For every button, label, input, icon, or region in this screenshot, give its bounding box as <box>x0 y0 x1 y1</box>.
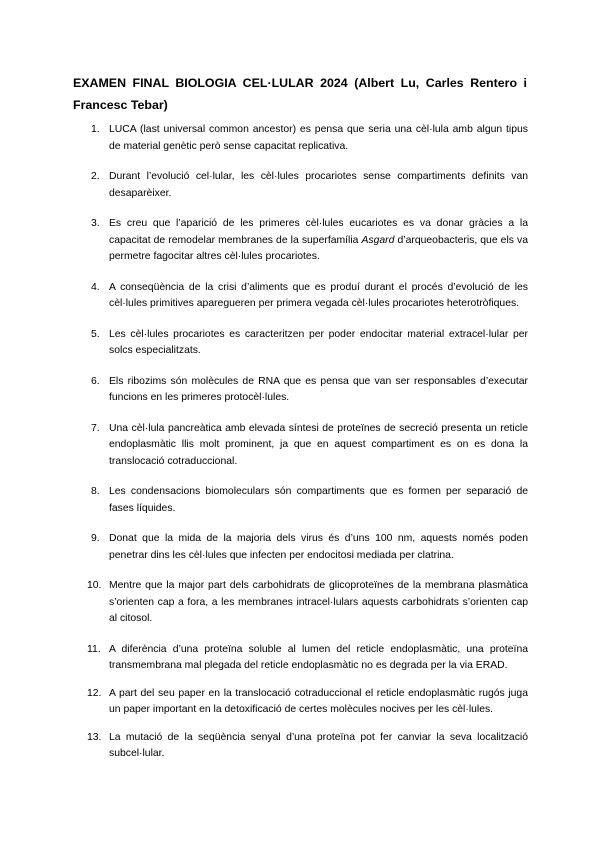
question-number: 1. <box>91 124 100 135</box>
question-number: 7. <box>91 422 100 434</box>
question-number: 2. <box>91 171 100 182</box>
question-text: A conseqüència de la crisi d’aliments que es produí durant el procés d’evolució de les cèl·lules primitives aparegueren per primera vegada cèl·lules procariotes heterotròfiques. <box>109 281 528 309</box>
question-text: Donat que la mida de la majoria dels virus és d’uns 100 nm, aquests només poden penetrar dins les cèl·lules que infecten per endocitosi mediada per clatrina. <box>109 533 528 561</box>
question-number: 3. <box>91 218 100 229</box>
question-item <box>73 686 528 719</box>
question-item <box>73 327 528 360</box>
question-number: 8. <box>91 486 100 497</box>
question-italic-term: Asgard <box>361 234 395 246</box>
question-item <box>73 730 528 763</box>
question-number: 12. <box>87 687 102 699</box>
question-number: 9. <box>91 533 100 544</box>
question-number: 6. <box>91 375 100 387</box>
question-item <box>73 216 528 266</box>
question-text: Una cèl·lula pancreàtica amb elevada síntesi de proteïnes de secreció presenta un reticle endoplasmàtic llis molt prominent, ja que en aquest compartiment es on es dona la translocació cotraduccional. <box>109 422 528 467</box>
question-item <box>73 421 528 471</box>
exam-title: EXAMEN FINAL BIOLOGIA CEL·LULAR 2024 (Albert Lu, Carles Rentero i Francesc Tebar) <box>73 76 527 112</box>
question-text-part: d’arqueobacteris, que els va permetre fagocitar altres cèl·lules procariotes. <box>109 234 529 262</box>
question-item <box>73 169 528 202</box>
question-text: A diferència d’una proteïna soluble al lumen del reticle endoplasmàtic, una proteïna transmembrana mal plegada del reticle endoplasmàtic no es degrada per la via ERAD. <box>109 643 528 671</box>
question-list <box>73 122 528 763</box>
question-item <box>73 531 528 564</box>
question-number: 10. <box>87 580 102 591</box>
question-number: 5. <box>91 328 100 340</box>
question-text: Els ribozims són molècules de RNA que es pensa que van ser responsables d’executar funcions en les primeres protocèl·lules. <box>109 375 528 403</box>
question-text: Durant l’evolució cel·lular, les cèl·lules procariotes sense compartiments definits van desaparèixer. <box>109 171 528 199</box>
question-item <box>73 642 528 675</box>
question-item <box>73 280 528 313</box>
question-text <box>109 218 528 262</box>
question-text: Les cèl·lules procariotes es caracteritzen per poder endocitar material extracel·lular per solcs especialitzats. <box>109 328 528 356</box>
question-number: 4. <box>91 281 100 293</box>
question-text-part: Es creu que l’aparició de les primeres cèl·lules eucariotes es va donar gràcies a la capacitat de remodelar membranes de la superfamília <box>109 218 528 246</box>
question-text: La mutació de la seqüència senyal d’una proteïna pot fer canviar la seva localització subcel·lular. <box>109 731 528 759</box>
question-item <box>73 484 528 517</box>
question-item <box>73 122 528 155</box>
question-text: Mentre que la major part dels carbohidrats de glicoproteïnes de la membrana plasmàtica s’orienten cap a fora, a les membranes intracel·lulars aquests carbohidrats s’orienten cap al citosol. <box>109 580 528 624</box>
question-number: 11. <box>87 643 101 655</box>
question-text: A part del seu paper en la translocació cotraduccional el reticle endoplasmàtic rugós juga un paper important en la detoxificació de certes molècules nocives per les cèl·lules. <box>109 687 528 715</box>
question-text: LUCA (last universal common ancestor) es pensa que seria una cèl·lula amb algun tipus de material genètic però sense capacitat replicativa. <box>109 124 528 152</box>
question-text: Les condensacions biomoleculars són compartiments que es formen per separació de fases líquides. <box>109 486 528 514</box>
question-item <box>73 578 528 628</box>
question-number: 13. <box>87 731 102 743</box>
question-item <box>73 374 528 407</box>
